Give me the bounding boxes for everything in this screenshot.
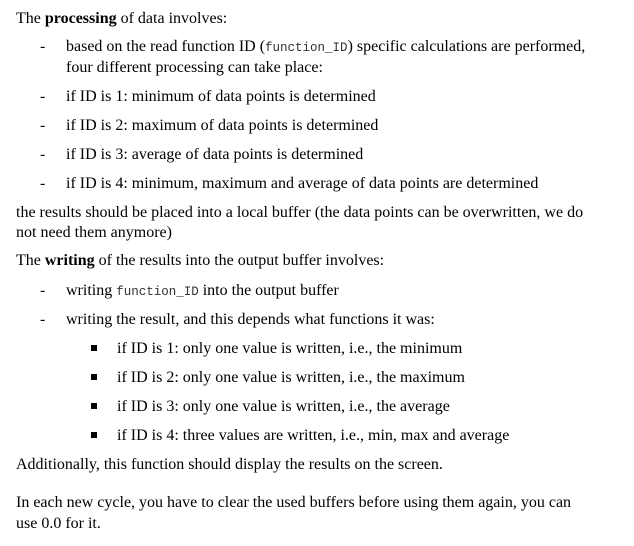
list-item-text: into the output buffer bbox=[198, 282, 339, 299]
processing-intro-rest: of data involves: bbox=[116, 10, 228, 27]
list-dash: - bbox=[40, 88, 46, 105]
list-item: if ID is 3: average of data points is determined bbox=[66, 146, 364, 163]
list-item: if ID is 4: minimum, maximum and average of data points are determined bbox=[66, 175, 539, 192]
results-paragraph-continuation: not need them anymore) bbox=[16, 224, 172, 241]
bullet-icon bbox=[91, 403, 97, 409]
sub-list-item: if ID is 1: only one value is written, i.e., the minimum bbox=[117, 340, 463, 357]
list-item-continuation: four different processing can take place: bbox=[66, 59, 323, 76]
list-item: writing the result, and this depends what functions it was: bbox=[66, 311, 435, 328]
list-item-text: writing bbox=[66, 282, 117, 299]
bullet-icon bbox=[91, 374, 97, 380]
cycle-paragraph-continuation: use 0.0 for it. bbox=[16, 515, 101, 532]
list-dash: - bbox=[40, 38, 46, 55]
writing-intro bbox=[16, 251, 384, 271]
list-item: if ID is 2: maximum of data points is determined bbox=[66, 117, 379, 134]
writing-intro-rest: of the results into the output buffer involves: bbox=[94, 252, 385, 269]
code-token: function_ID bbox=[265, 41, 348, 55]
list-dash: - bbox=[40, 175, 46, 192]
results-paragraph: the results should be placed into a local buffer (the data points can be overwritten, we do bbox=[16, 204, 584, 221]
processing-intro-text: The bbox=[16, 10, 45, 27]
processing-keyword: processing bbox=[44, 10, 117, 27]
sub-list-item: if ID is 2: only one value is written, i.e., the maximum bbox=[117, 369, 465, 386]
code-token: function_ID bbox=[116, 285, 199, 299]
list-item-text: based on the read function ID ( bbox=[66, 38, 266, 55]
display-note: Additionally, this function should display the results on the screen. bbox=[16, 456, 443, 473]
list-dash: - bbox=[40, 146, 46, 163]
writing-intro-text: The bbox=[16, 252, 45, 269]
list-item bbox=[66, 281, 339, 302]
sub-list-item: if ID is 3: only one value is written, i.e., the average bbox=[117, 398, 450, 415]
list-item bbox=[66, 37, 585, 58]
list-item-text: ) specific calculations are performed, bbox=[347, 38, 586, 55]
processing-intro bbox=[16, 9, 227, 29]
writing-keyword: writing bbox=[44, 252, 95, 269]
list-dash: - bbox=[40, 311, 46, 328]
list-dash: - bbox=[40, 117, 46, 134]
list-item: if ID is 1: minimum of data points is determined bbox=[66, 88, 376, 105]
sub-list-item: if ID is 4: three values are written, i.e., min, max and average bbox=[117, 427, 510, 444]
bullet-icon bbox=[91, 432, 97, 438]
cycle-paragraph: In each new cycle, you have to clear the used buffers before using them again, you can bbox=[16, 494, 572, 511]
bullet-icon bbox=[91, 345, 97, 351]
list-dash: - bbox=[40, 282, 46, 299]
